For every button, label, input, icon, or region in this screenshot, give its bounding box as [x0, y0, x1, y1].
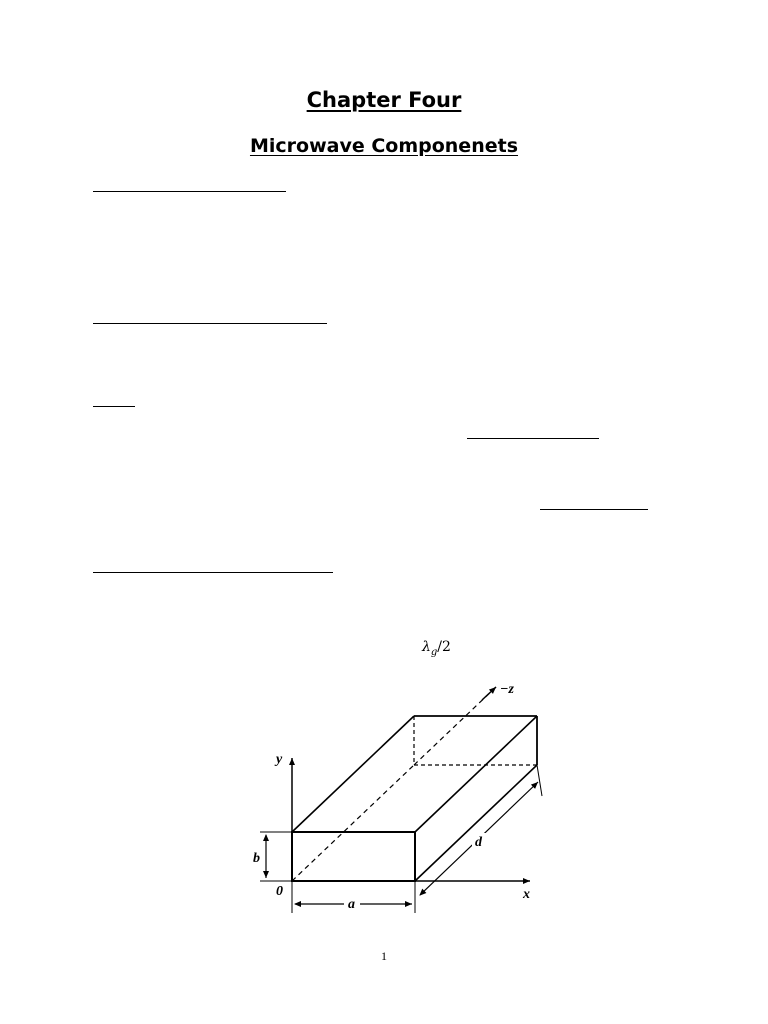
rectangular-cavity-figure [220, 655, 560, 920]
formula-divisor: /2 [437, 639, 451, 655]
x-axis-label: x [523, 887, 530, 902]
cavity-front-face [292, 832, 415, 881]
cavity-edge [415, 765, 537, 881]
heading-underline-3 [93, 406, 135, 407]
inline-underline-2 [540, 509, 648, 510]
heading-underline-2 [93, 323, 327, 324]
a-dimension-label: a [348, 897, 355, 912]
page-number: 1 [381, 949, 387, 963]
inline-underline-1 [467, 438, 599, 439]
z-axis-label: −z [500, 682, 514, 697]
d-dimension-label: d [475, 835, 482, 850]
origin-label: 0 [276, 884, 283, 899]
chapter-title: Chapter Four [306, 88, 462, 112]
cavity-edge [415, 716, 537, 832]
cavity-edge [292, 716, 414, 832]
chapter-subtitle: Microwave Componenets [249, 135, 519, 157]
y-axis-label: y [276, 752, 283, 767]
heading-underline-4 [93, 572, 333, 573]
cavity-hidden-edge [292, 765, 414, 881]
z-axis-arrow [482, 687, 496, 700]
lambda-symbol: λ [422, 639, 431, 655]
heading-underline-1 [93, 191, 286, 192]
lambda-subscript: g [430, 646, 438, 658]
b-dimension-label: b [253, 851, 260, 866]
d-dimension-tick [537, 765, 542, 796]
